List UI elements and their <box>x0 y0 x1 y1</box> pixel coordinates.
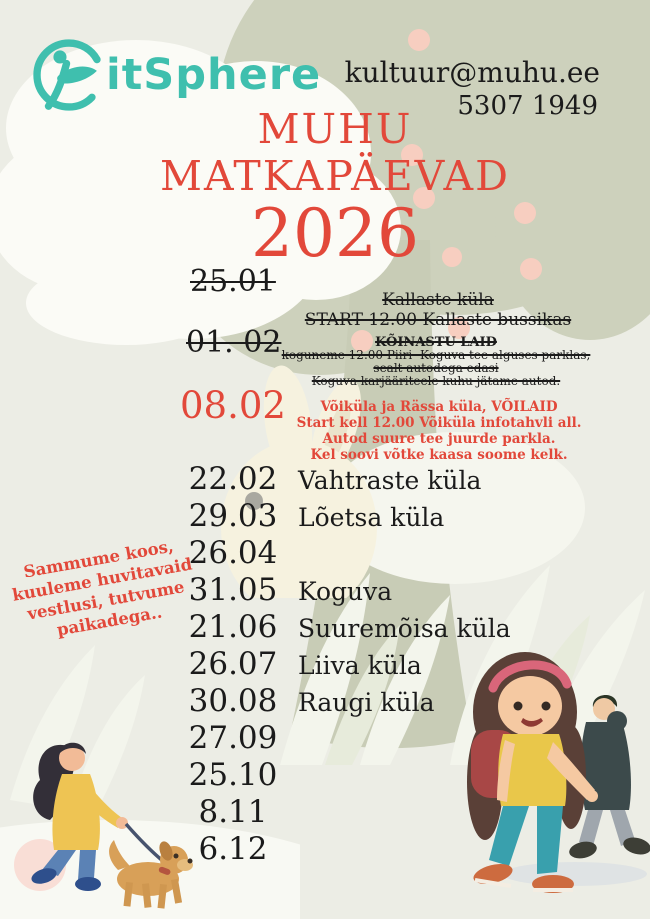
event-date: 26.04 <box>188 535 278 571</box>
event-date: 31.05 <box>188 572 278 608</box>
contact-email: kultuur@muhu.ee <box>344 56 600 89</box>
event-location: Vahtraste küla <box>298 466 482 495</box>
event-row <box>178 757 511 794</box>
event-row <box>178 646 511 683</box>
event-date: 8.11 <box>198 794 268 830</box>
event-row <box>178 535 511 572</box>
fitsphere-logo-icon <box>28 34 110 116</box>
event-date: 30.08 <box>188 683 278 719</box>
event-row <box>178 461 511 498</box>
event-detail-line: Koguva karjääriteele kuhu jätame autod. <box>311 374 561 388</box>
event-row <box>178 794 511 831</box>
event-date: 25.10 <box>188 757 278 793</box>
event-date: 6.12 <box>198 831 268 867</box>
event-location: Suuremõisa küla <box>298 614 511 643</box>
event-detail-line: Võiküla ja Rässa küla, VÕILAID <box>320 399 558 415</box>
event-date-past: 25.01 <box>190 264 276 299</box>
event-date: 22.02 <box>188 461 278 497</box>
event-row <box>178 498 511 535</box>
event-location: Koguva <box>298 577 393 606</box>
event-schedule <box>178 461 511 868</box>
event-detail-line: Start kell 12.00 Võiküla infotahvli all. <box>296 415 582 431</box>
event-details-past <box>288 290 588 330</box>
event-date-past: 01. 02 <box>186 325 282 360</box>
title-year: 2026 <box>251 195 419 272</box>
event-details-next <box>289 399 589 463</box>
title-line1: MUHU <box>257 105 413 153</box>
dog-walker-illustration <box>6 724 206 914</box>
event-row <box>178 831 511 868</box>
event-location: Liiva küla <box>298 651 422 680</box>
fitsphere-logo <box>28 34 321 116</box>
event-detail-line: sealt autodega edasi <box>373 361 499 375</box>
event-date-next: 08.02 <box>180 384 286 427</box>
event-date: 27.09 <box>188 720 278 756</box>
event-details-past <box>268 336 604 388</box>
event-detail-line: Kallaste küla <box>382 290 494 310</box>
event-location: Raugi küla <box>298 688 435 717</box>
title-line2: MATKAPÄEVAD <box>160 152 510 200</box>
event-detail-line: koguneme 12.00 Piiri -Koguva tee alguses parklas, <box>281 348 591 362</box>
contact-phone: 5307 1949 <box>457 91 598 121</box>
event-row <box>178 720 511 757</box>
event-row <box>178 609 511 646</box>
event-date: 21.06 <box>188 609 278 645</box>
event-location: Lõetsa küla <box>298 503 445 532</box>
event-row <box>178 572 511 609</box>
event-detail-line: KÕINASTU LAID <box>375 335 497 350</box>
tagline: Sammume koos, kuuleme huvitavaid vestlusi, tutvume paikadega.. <box>10 536 194 640</box>
event-detail-line: Kel soovi võtke kaasa soome kelk. <box>310 447 568 463</box>
fitsphere-logo-text: itSphere <box>106 50 322 100</box>
event-date: 26.07 <box>188 646 278 682</box>
event-detail-line: START 12.00 Kallaste bussikas <box>304 310 572 330</box>
event-date: 29.03 <box>188 498 278 534</box>
event-detail-line: Autod suure tee juurde parkla. <box>322 431 556 447</box>
event-row <box>178 683 511 720</box>
